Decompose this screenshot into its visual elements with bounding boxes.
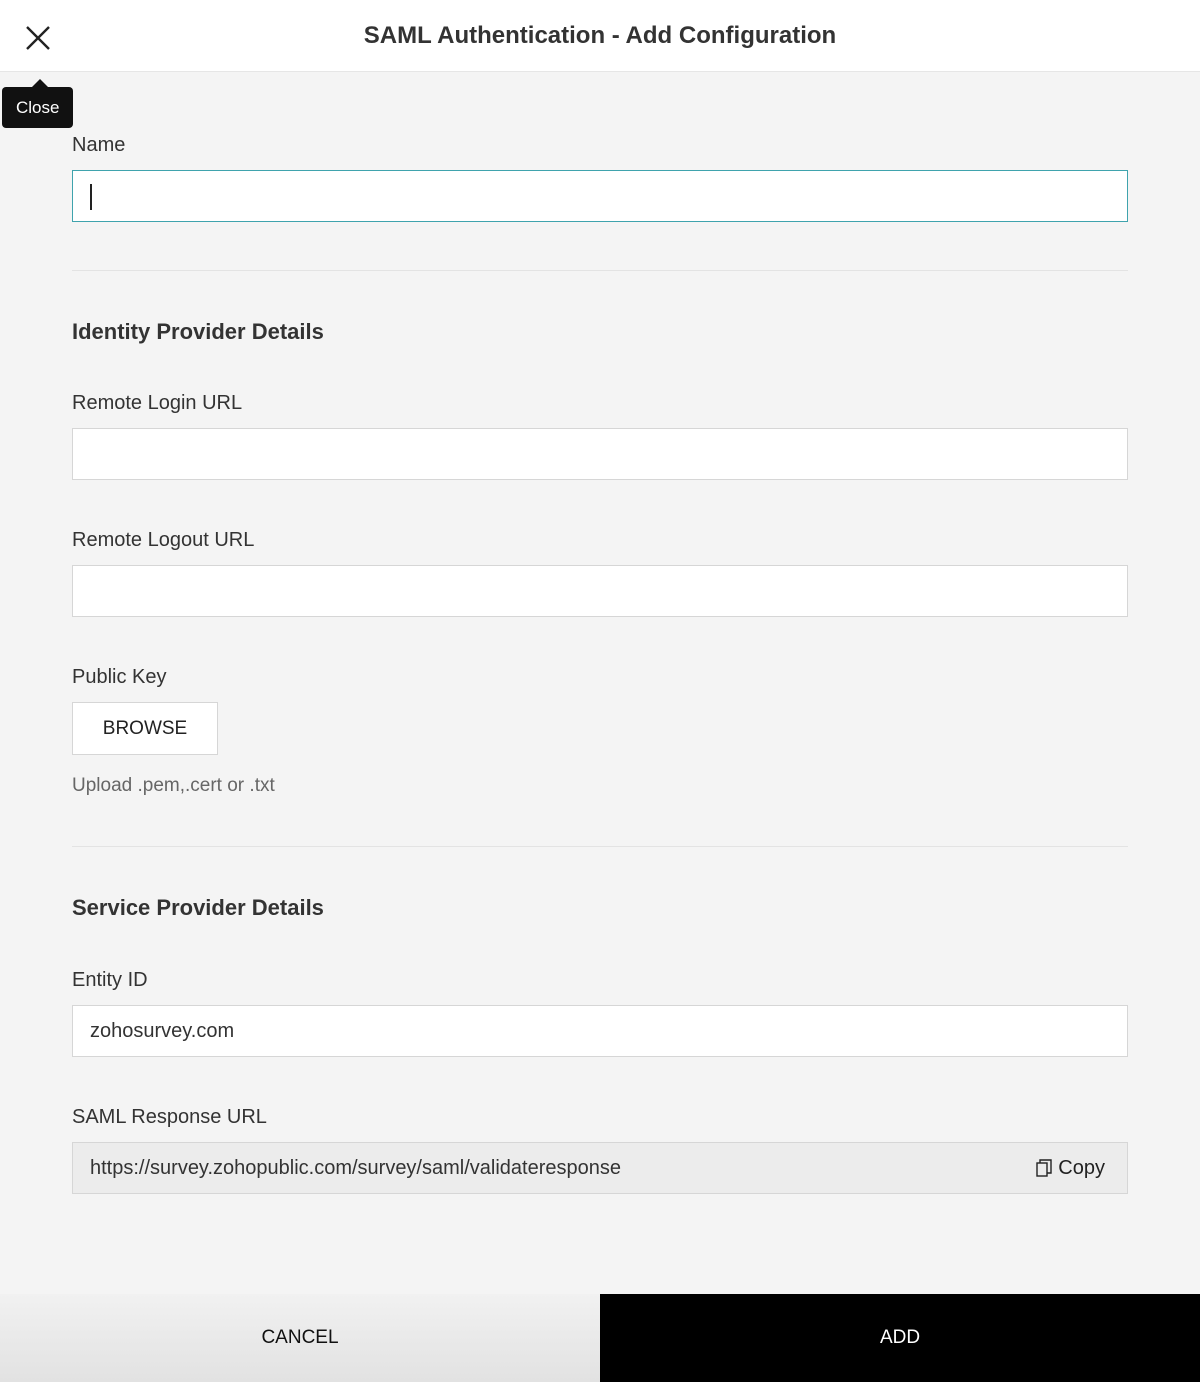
- public-key-hint: Upload .pem,.cert or .txt: [72, 775, 275, 796]
- public-key-label: Public Key: [72, 666, 167, 688]
- text-caret: [90, 184, 92, 210]
- saml-response-field: [72, 1142, 1128, 1194]
- entity-id-input[interactable]: [72, 1005, 1128, 1057]
- saml-response-label: SAML Response URL: [72, 1106, 267, 1128]
- cancel-button[interactable]: CANCEL: [0, 1294, 600, 1382]
- saml-response-value: https://survey.zohopublic.com/survey/saml/validateresponse: [90, 1157, 621, 1179]
- add-button[interactable]: ADD: [600, 1294, 1200, 1382]
- identity-provider-title: Identity Provider Details: [72, 319, 324, 344]
- remote-logout-label: Remote Logout URL: [72, 529, 255, 551]
- name-label: Name: [72, 134, 126, 156]
- remote-login-label: Remote Login URL: [72, 392, 243, 414]
- entity-id-label: Entity ID: [72, 969, 148, 991]
- browse-button[interactable]: BROWSE: [72, 702, 218, 755]
- copy-button[interactable]: [1036, 1143, 1105, 1193]
- close-tooltip: Close: [2, 87, 73, 128]
- remote-login-input[interactable]: [72, 428, 1128, 480]
- section-divider: [72, 270, 1128, 271]
- copy-label: Copy: [1058, 1157, 1105, 1179]
- section-divider: [72, 846, 1128, 847]
- service-provider-title: Service Provider Details: [72, 895, 324, 920]
- remote-logout-input[interactable]: [72, 565, 1128, 617]
- dialog-title: SAML Authentication - Add Configuration: [363, 22, 837, 49]
- name-input[interactable]: [72, 170, 1128, 222]
- entity-id-value: zohosurvey.com: [90, 1020, 235, 1042]
- dialog-header: [0, 0, 1200, 72]
- copy-icon: [1036, 1159, 1052, 1177]
